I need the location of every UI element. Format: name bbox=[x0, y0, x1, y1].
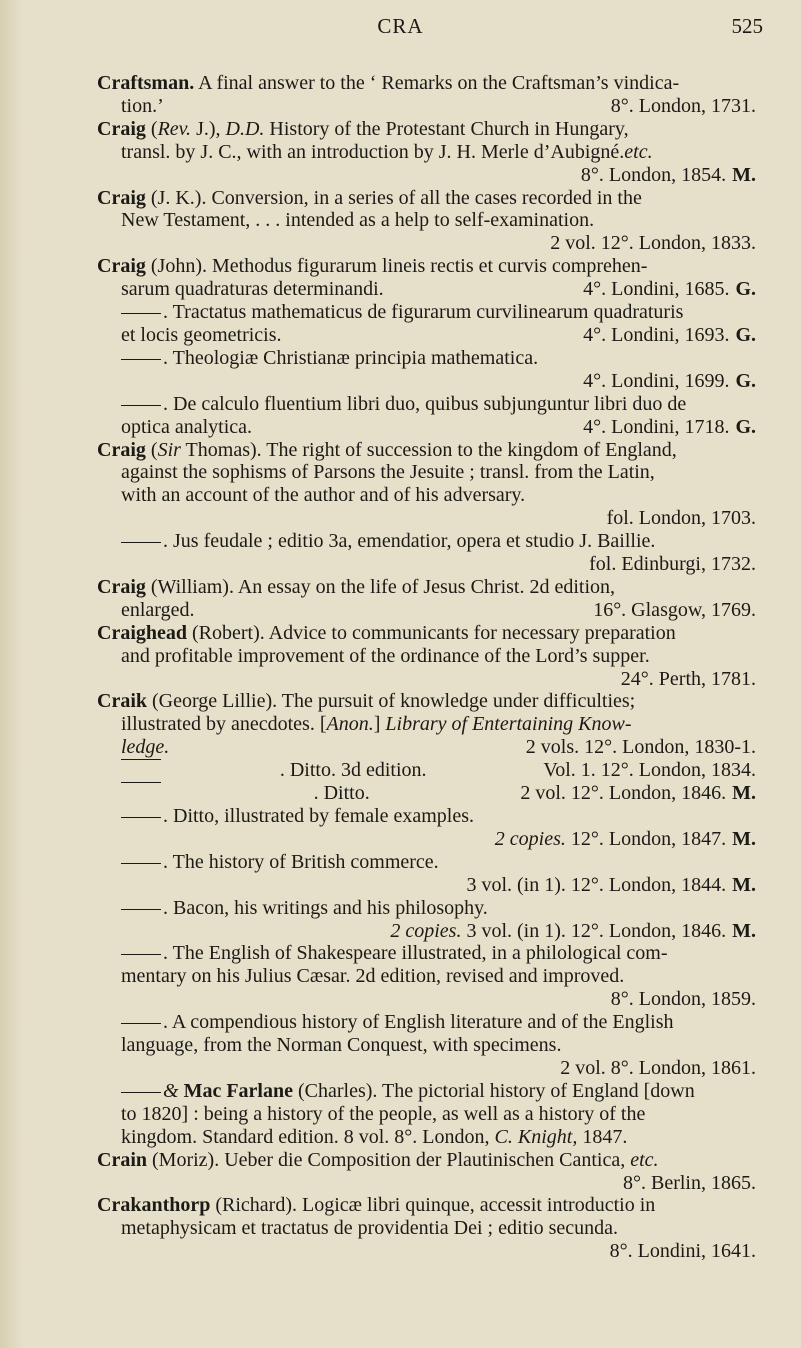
body-text: . The history of British commerce. bbox=[163, 850, 439, 873]
copies-note: 2 copies. bbox=[494, 827, 566, 850]
ditto-dash bbox=[121, 759, 161, 782]
entry-line bbox=[97, 965, 756, 988]
entry-line bbox=[97, 1080, 756, 1103]
entry-text bbox=[121, 95, 164, 118]
entry-heading: Crain bbox=[97, 1148, 147, 1171]
body-text: optica analytica. bbox=[121, 415, 253, 438]
ditto-dash bbox=[121, 542, 161, 543]
italic-text: Sir bbox=[157, 438, 181, 461]
entry-line bbox=[97, 759, 756, 782]
entry-line bbox=[97, 1126, 756, 1149]
library-mark: M. bbox=[732, 782, 756, 805]
body-text: kingdom. Standard edition. 8 vol. 8°. London, bbox=[121, 1125, 495, 1148]
entry-text bbox=[121, 141, 653, 163]
entry-line bbox=[97, 416, 756, 439]
library-mark: M. bbox=[732, 919, 756, 942]
imprint bbox=[583, 324, 756, 347]
imprint-text: 8°. London, 1854. bbox=[580, 163, 727, 186]
imprint-text: 3 vol. (in 1). 12°. London, 1844. bbox=[466, 873, 727, 896]
entry-line bbox=[97, 1149, 756, 1172]
body-text: . Tractatus mathematicus de figurarum curvilinearum quadraturis bbox=[163, 301, 684, 324]
ditto-dash bbox=[121, 313, 161, 314]
library-mark: M. bbox=[732, 873, 756, 896]
body-text: . Jus feudale ; editio 3a, emendatior, opera et studio J. Baillie. bbox=[163, 530, 656, 553]
body-text: ( bbox=[145, 438, 158, 461]
entry-text bbox=[97, 72, 679, 94]
body-text: . Ditto, illustrated by female examples. bbox=[163, 805, 475, 827]
entry-text bbox=[121, 599, 195, 622]
imprint bbox=[520, 782, 756, 805]
entry-text bbox=[314, 782, 370, 805]
catalogue-entry bbox=[97, 347, 756, 393]
body-text: (Charles). The pictorial history of England [down bbox=[292, 1079, 695, 1102]
entry-text bbox=[121, 1103, 645, 1125]
imprint bbox=[526, 736, 756, 759]
imprint-text: 16°. Glasgow, 1769. bbox=[593, 598, 756, 621]
page-header bbox=[0, 14, 801, 44]
body-text: New Testament, . . . intended as a help to self-examination. bbox=[121, 209, 595, 232]
ditto-dash bbox=[121, 1092, 161, 1093]
imprint-text: 12°. London, 1847. bbox=[565, 827, 727, 850]
entry-heading: Craighead bbox=[97, 621, 187, 644]
body-text: illustrated by anecdotes. [ bbox=[121, 713, 327, 736]
body-text: metaphysicam et tractatus de providentia Dei ; editio secunda. bbox=[121, 1217, 619, 1240]
entry-line bbox=[97, 209, 756, 232]
body-text: (Moriz). Ueber die Composition der Plautinischen Cantica, bbox=[147, 1148, 631, 1171]
entry-line bbox=[97, 393, 756, 416]
imprint-text: 2 vol. 12°. London, 1846. bbox=[520, 782, 727, 805]
entry-line bbox=[97, 1057, 756, 1080]
imprint-text: 4°. Londini, 1699. bbox=[583, 369, 730, 392]
entry-text bbox=[121, 209, 594, 231]
entry-text bbox=[121, 965, 624, 987]
entry-line bbox=[97, 828, 756, 851]
body-text: (William). An essay on the life of Jesus Christ. 2d edition, bbox=[145, 575, 616, 598]
body-text: (John). Methodus figurarum lineis rectis et curvis comprehen- bbox=[145, 255, 648, 278]
imprint-text: 8°. Berlin, 1865. bbox=[623, 1171, 756, 1194]
entry-line bbox=[97, 255, 756, 278]
entry-text bbox=[97, 255, 647, 277]
catalogue-entry bbox=[97, 118, 756, 187]
copies-note: 2 copies. bbox=[390, 919, 462, 942]
entry-line bbox=[97, 599, 756, 622]
entry-text bbox=[97, 118, 629, 140]
entry-text bbox=[163, 393, 686, 415]
catalogue-entry bbox=[97, 576, 756, 622]
entry-line bbox=[97, 1194, 756, 1217]
ditto-dash bbox=[121, 782, 161, 805]
body-text: et locis geometricis. bbox=[121, 323, 282, 346]
entry-line bbox=[97, 507, 756, 530]
entry-text bbox=[121, 324, 282, 347]
entry-heading: Craftsman. bbox=[97, 72, 195, 94]
entry-line bbox=[97, 1240, 756, 1263]
imprint bbox=[583, 278, 756, 301]
entry-line bbox=[97, 988, 756, 1011]
entry-text bbox=[121, 461, 655, 483]
catalogue-entry bbox=[97, 72, 756, 118]
entry-line bbox=[97, 576, 756, 599]
entry-text bbox=[97, 690, 635, 712]
entry-line bbox=[97, 1217, 756, 1240]
entry-text bbox=[163, 851, 439, 873]
catalogue-entry bbox=[97, 690, 756, 759]
entry-line bbox=[97, 1172, 756, 1195]
body-text: A final answer to the ‘ Remarks on the Craftsman’s vindica- bbox=[194, 72, 680, 94]
entry-line bbox=[97, 942, 756, 965]
catalogue-entry bbox=[97, 301, 756, 347]
body-text: ] bbox=[373, 713, 386, 736]
catalogue-entry bbox=[97, 393, 756, 439]
entry-heading: Craig bbox=[97, 575, 146, 598]
entry-text bbox=[163, 530, 655, 552]
catalogue-entry bbox=[97, 805, 756, 851]
catalogue-entry bbox=[97, 782, 756, 805]
entry-line bbox=[97, 782, 756, 805]
ditto-dash bbox=[121, 909, 161, 910]
entry-line bbox=[97, 530, 756, 553]
entry-heading: Craig bbox=[97, 186, 146, 209]
imprint bbox=[543, 759, 756, 782]
ditto-dash bbox=[121, 359, 161, 360]
imprint-text: Vol. 1. 12°. London, 1834. bbox=[543, 759, 756, 782]
entry-line bbox=[97, 95, 756, 118]
entry-text bbox=[163, 1011, 673, 1033]
catalogue-entry bbox=[97, 759, 756, 782]
entry-line bbox=[97, 805, 756, 828]
entry-text bbox=[163, 347, 538, 369]
italic-text: etc. bbox=[630, 1148, 659, 1171]
page-number: 525 bbox=[731, 14, 763, 38]
page-gutter bbox=[0, 0, 22, 1348]
catalogue-entry bbox=[97, 1080, 756, 1149]
body-text: (J. K.). Conversion, in a series of all the cases recorded in the bbox=[145, 186, 642, 209]
body-text: . Ditto. 3d edition. bbox=[279, 759, 427, 782]
library-mark: M. bbox=[732, 827, 756, 850]
body-text: . Bacon, his writings and his philosophy. bbox=[163, 896, 488, 919]
entry-line bbox=[97, 141, 756, 164]
catalogue-entry bbox=[97, 942, 756, 1011]
entry-text bbox=[121, 484, 525, 506]
italic-text: etc. bbox=[624, 140, 653, 163]
entry-line bbox=[97, 1103, 756, 1126]
entry-line bbox=[97, 484, 756, 507]
imprint-text: 4°. Londini, 1685. bbox=[583, 278, 730, 301]
library-mark: G. bbox=[735, 278, 756, 301]
ditto-dash bbox=[121, 817, 161, 818]
entry-text bbox=[163, 1080, 695, 1102]
catalogue-entry bbox=[97, 187, 756, 256]
body-text: . The English of Shakespeare illustrated, in a philological com- bbox=[163, 942, 668, 965]
imprint-text: fol. London, 1703. bbox=[606, 507, 756, 530]
italic-text: Library of Entertaining Know- bbox=[385, 713, 632, 736]
italic-text: Rev. bbox=[157, 117, 192, 140]
ditto-dash bbox=[121, 954, 161, 955]
entry-text bbox=[121, 1217, 618, 1239]
entry-heading: Craig bbox=[97, 438, 146, 461]
imprint bbox=[593, 599, 756, 622]
entry-line bbox=[97, 301, 756, 324]
imprint-text: fol. Edinburgi, 1732. bbox=[589, 553, 756, 576]
entry-line bbox=[97, 622, 756, 645]
imprint bbox=[611, 95, 756, 118]
catalogue-entry bbox=[97, 622, 756, 691]
body-text: (Richard). Logicæ libri quinque, accessit introductio in bbox=[210, 1194, 656, 1217]
entry-text bbox=[121, 1126, 627, 1148]
body-text: J.), bbox=[191, 117, 226, 140]
imprint-text: 8°. London, 1859. bbox=[610, 988, 756, 1011]
body-text: language, from the Norman Conquest, with specimens. bbox=[121, 1034, 562, 1057]
entry-line bbox=[97, 645, 756, 668]
catalogue-entry bbox=[97, 255, 756, 301]
imprint-text: 4°. Londini, 1718. bbox=[583, 415, 730, 438]
entry-text bbox=[121, 278, 384, 301]
entry-text bbox=[121, 645, 650, 667]
entry-text bbox=[97, 576, 615, 598]
imprint-text: 8°. London, 1731. bbox=[610, 94, 756, 117]
entry-line bbox=[97, 897, 756, 920]
entry-line bbox=[97, 920, 756, 943]
entry-text bbox=[97, 187, 642, 209]
entry-text bbox=[97, 1149, 659, 1171]
body-text: . Ditto. bbox=[313, 782, 370, 805]
entry-heading: Mac Farlane bbox=[178, 1079, 293, 1102]
library-mark: G. bbox=[735, 323, 756, 346]
imprint-text: 2 vol. 8°. London, 1861. bbox=[560, 1056, 756, 1079]
body-text: History of the Protestant Church in Hungary, bbox=[264, 117, 629, 140]
body-text: and profitable improvement of the ordinance of the Lord’s supper. bbox=[121, 644, 650, 667]
catalogue-entry bbox=[97, 1194, 756, 1263]
catalogue-entries bbox=[97, 72, 756, 1263]
imprint-text: 8°. Londini, 1641. bbox=[609, 1240, 756, 1263]
entry-text bbox=[163, 897, 488, 919]
entry-text bbox=[163, 805, 474, 827]
catalogue-entry bbox=[97, 1011, 756, 1080]
imprint-text: 2 vol. 12°. London, 1833. bbox=[550, 232, 756, 255]
body-text: enlarged. bbox=[121, 598, 195, 621]
entry-text bbox=[121, 416, 252, 439]
entry-line bbox=[97, 278, 756, 301]
entry-line bbox=[97, 370, 756, 393]
ampersand: & bbox=[163, 1079, 179, 1102]
ditto-dash bbox=[121, 1023, 161, 1024]
body-text: transl. by J. C., with an introduction by J. H. Merle d’Aubigné. bbox=[121, 140, 625, 163]
entry-heading: Craig bbox=[97, 255, 146, 278]
entry-line bbox=[97, 164, 756, 187]
entry-line bbox=[97, 232, 756, 255]
entry-line bbox=[97, 851, 756, 874]
entry-line bbox=[97, 713, 756, 736]
body-text: with an account of the author and of his adversary. bbox=[121, 484, 526, 507]
entry-line bbox=[97, 668, 756, 691]
entry-text bbox=[121, 736, 169, 759]
ditto-dash bbox=[121, 405, 161, 406]
entry-line bbox=[97, 187, 756, 210]
entry-heading: Craig bbox=[97, 117, 146, 140]
entry-line bbox=[97, 874, 756, 897]
entry-line bbox=[97, 553, 756, 576]
body-text: ( bbox=[145, 117, 158, 140]
ditto-dash bbox=[121, 863, 161, 864]
imprint-text: 3 vol. (in 1). 12°. London, 1846. bbox=[461, 919, 727, 942]
catalogue-entry bbox=[97, 851, 756, 897]
body-text: against the sophisms of Parsons the Jesuite ; transl. from the Latin, bbox=[121, 461, 655, 484]
entry-heading: Crakanthorp bbox=[97, 1194, 211, 1217]
entry-heading: Craik bbox=[97, 690, 147, 713]
body-text: . A compendious history of English literature and of the English bbox=[163, 1011, 674, 1034]
italic-text: ledge. bbox=[121, 736, 170, 759]
entry-line bbox=[97, 690, 756, 713]
entry-line bbox=[97, 439, 756, 462]
entry-line bbox=[97, 324, 756, 347]
entry-text bbox=[97, 622, 676, 644]
catalogue-entry bbox=[97, 439, 756, 531]
body-text: (George Lillie). The pursuit of knowledge under difficulties; bbox=[147, 690, 636, 713]
library-mark: M. bbox=[732, 163, 756, 186]
entry-line bbox=[97, 1034, 756, 1057]
catalogue-entry bbox=[97, 530, 756, 576]
body-text: . De calculo fluentium libri duo, quibus subjunguntur libri duo de bbox=[163, 392, 687, 415]
body-text: . Theologiæ Christianæ principia mathematica. bbox=[163, 346, 539, 369]
body-text: Thomas). The right of succession to the kingdom of England, bbox=[180, 438, 677, 461]
body-text: to 1820] : being a history of the people, as well as a history of the bbox=[121, 1102, 646, 1125]
entry-line bbox=[97, 72, 756, 95]
entry-text bbox=[163, 942, 668, 964]
body-text: (Robert). Advice to communicants for necessary preparation bbox=[187, 621, 676, 644]
entry-line bbox=[97, 461, 756, 484]
imprint-text: 4°. Londini, 1693. bbox=[583, 323, 730, 346]
entry-line bbox=[97, 1011, 756, 1034]
italic-text: D.D. bbox=[225, 117, 265, 140]
entry-text bbox=[97, 1194, 655, 1216]
catalogue-entry bbox=[97, 1149, 756, 1195]
catalogue-entry bbox=[97, 897, 756, 943]
entry-text bbox=[121, 713, 632, 735]
entry-text bbox=[163, 301, 683, 323]
entry-line bbox=[97, 736, 756, 759]
italic-text: Anon. bbox=[326, 713, 374, 736]
imprint-text: 2 vols. 12°. London, 1830-1. bbox=[525, 736, 756, 759]
imprint bbox=[583, 416, 756, 439]
entry-text bbox=[280, 759, 427, 782]
body-text: 1847. bbox=[577, 1125, 628, 1148]
body-text: mentary on his Julius Cæsar. 2d edition, revised and improved. bbox=[121, 965, 625, 988]
entry-text bbox=[97, 439, 677, 461]
body-text: sarum quadraturas determinandi. bbox=[121, 278, 384, 301]
library-mark: G. bbox=[735, 415, 756, 438]
entry-text bbox=[121, 1034, 561, 1056]
italic-text: C. Knight, bbox=[494, 1125, 578, 1148]
imprint-text: 24°. Perth, 1781. bbox=[620, 667, 756, 690]
entry-line bbox=[97, 118, 756, 141]
entry-line bbox=[97, 347, 756, 370]
library-mark: G. bbox=[735, 369, 756, 392]
body-text: tion.’ bbox=[121, 94, 164, 117]
running-head: CRA bbox=[377, 14, 424, 38]
